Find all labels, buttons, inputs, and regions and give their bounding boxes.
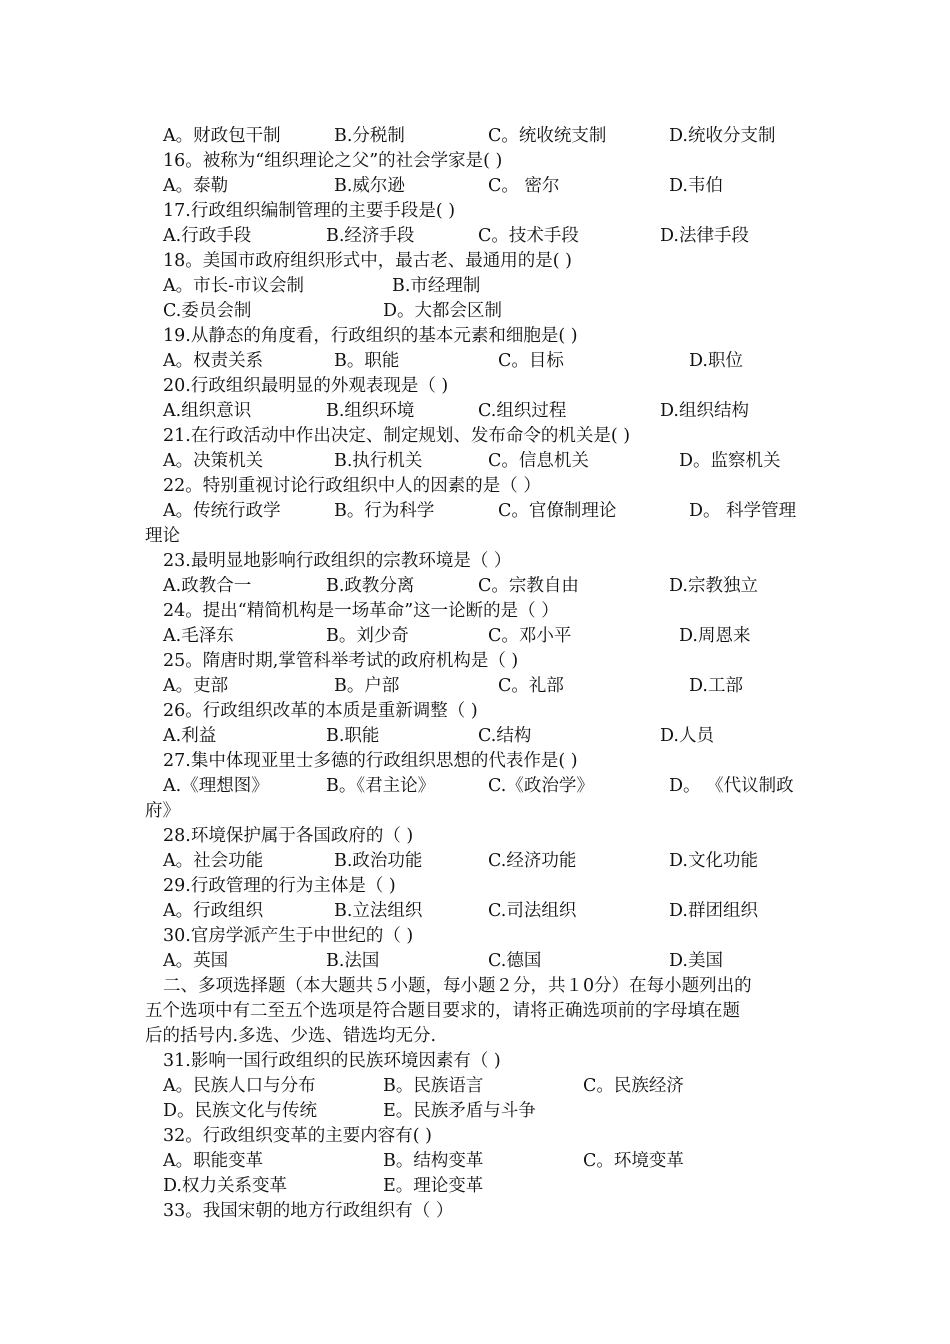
options-row xyxy=(0,399,950,424)
options-row xyxy=(0,449,950,474)
option-text: C.经济功能 xyxy=(488,851,577,871)
question-text: 29.行政管理的行为主体是（ ) xyxy=(163,876,396,896)
text-line xyxy=(0,524,950,549)
option-text: B。《君主论》 xyxy=(326,776,436,796)
text-line xyxy=(0,374,950,399)
option-text: B。户部 xyxy=(334,676,400,696)
option-text: D.韦伯 xyxy=(669,176,723,196)
question-text: 17.行政组织编制管理的主要手段是( ) xyxy=(163,201,456,221)
option-text: C。统收统支制 xyxy=(488,126,607,146)
option-text: D.工部 xyxy=(689,676,743,696)
option-text: B.执行机关 xyxy=(334,451,423,471)
option-text: A。民族人口与分布 xyxy=(163,1076,316,1096)
option-text: C。信息机关 xyxy=(488,451,589,471)
option-text: A.毛泽东 xyxy=(163,626,234,646)
options-row xyxy=(0,774,950,799)
text-line xyxy=(0,424,950,449)
option-text: C.德国 xyxy=(488,951,542,971)
option-text: A。职能变革 xyxy=(163,1151,264,1171)
option-text: A.政教合一 xyxy=(163,576,252,596)
question-text: 24。提出“精简机构是一场革命”这一论断的是（ ） xyxy=(163,601,559,621)
question-text: 五个选项中有二至五个选项是符合题目要求的，请将正确选项前的字母填在题 xyxy=(145,1001,740,1021)
option-text: D.文化功能 xyxy=(669,851,758,871)
text-line xyxy=(0,649,950,674)
question-text: 25。隋唐时期,掌管科举考试的政府机构是（ ) xyxy=(163,651,519,671)
option-text: A。财政包干制 xyxy=(163,126,281,146)
option-text: B。刘少奇 xyxy=(326,626,409,646)
option-text: D.人员 xyxy=(660,726,714,746)
options-row xyxy=(0,349,950,374)
option-text: A。泰勒 xyxy=(163,176,229,196)
option-text: B.组织环境 xyxy=(326,401,415,421)
option-text: B.分税制 xyxy=(334,126,405,146)
option-text: B.立法组织 xyxy=(334,901,423,921)
option-text: B.职能 xyxy=(326,726,380,746)
option-text: C。技术手段 xyxy=(478,226,579,246)
option-text: D.权力关系变革 xyxy=(163,1176,287,1196)
question-text: 32。行政组织变革的主要内容有( ) xyxy=(163,1126,432,1146)
text-line xyxy=(0,999,950,1024)
text-line xyxy=(0,924,950,949)
option-text: B.市经理制 xyxy=(392,276,481,296)
option-text: D.周恩来 xyxy=(679,626,751,646)
options-row xyxy=(0,674,950,699)
option-text: D.美国 xyxy=(669,951,723,971)
text-line xyxy=(0,874,950,899)
text-line xyxy=(0,199,950,224)
options-row xyxy=(0,1149,950,1174)
text-line xyxy=(0,324,950,349)
option-text: A。社会功能 xyxy=(163,851,264,871)
option-text: E。民族矛盾与斗争 xyxy=(383,1101,536,1121)
option-text: C.组织过程 xyxy=(478,401,567,421)
options-row xyxy=(0,274,950,299)
question-text: 18。美国市政府组织形式中，最古老、最通用的是( ) xyxy=(163,251,572,271)
question-text: 二、多项选择题（本大题共５小题，每小题２分，共１0分）在每小题列出的 xyxy=(163,976,752,996)
option-text: B.威尔逊 xyxy=(334,176,405,196)
option-text: A。吏部 xyxy=(163,676,229,696)
option-text: D.法律手段 xyxy=(660,226,749,246)
option-text: D。民族文化与传统 xyxy=(163,1101,318,1121)
option-text: A.利益 xyxy=(163,726,217,746)
option-text: C。目标 xyxy=(498,351,564,371)
question-text: 后的括号内.多选、少选、错选均无分. xyxy=(145,1026,437,1046)
option-text: B。结构变革 xyxy=(383,1151,484,1171)
options-row xyxy=(0,849,950,874)
option-text: B.政教分离 xyxy=(326,576,415,596)
text-line xyxy=(0,549,950,574)
text-line xyxy=(0,824,950,849)
options-row xyxy=(0,224,950,249)
option-text: D。监察机关 xyxy=(679,451,781,471)
question-text: 19.从静态的角度看，行政组织的基本元素和细胞是( ) xyxy=(163,326,578,346)
option-text: C。宗教自由 xyxy=(478,576,579,596)
options-row xyxy=(0,124,950,149)
question-text: 理论 xyxy=(145,526,180,546)
option-text: B.经济手段 xyxy=(326,226,415,246)
text-line xyxy=(0,474,950,499)
option-text: D。 《代议制政 xyxy=(669,776,794,796)
option-text: C。官僚制理论 xyxy=(498,501,617,521)
option-text: D.职位 xyxy=(689,351,743,371)
options-row xyxy=(0,624,950,649)
option-text: A.行政手段 xyxy=(163,226,252,246)
option-text: A。权责关系 xyxy=(163,351,264,371)
question-text: 21.在行政活动中作出决定、制定规划、发布命令的机关是( ) xyxy=(163,426,631,446)
option-text: B。民族语言 xyxy=(383,1076,484,1096)
text-line xyxy=(0,699,950,724)
option-text: D。 科学管理 xyxy=(689,501,797,521)
option-text: D.统收分支制 xyxy=(669,126,776,146)
options-row xyxy=(0,1099,950,1124)
question-text: 30.官房学派产生于中世纪的（ ) xyxy=(163,926,414,946)
options-row xyxy=(0,574,950,599)
options-row xyxy=(0,1074,950,1099)
text-line xyxy=(0,1049,950,1074)
option-text: C。邓小平 xyxy=(488,626,572,646)
option-text: C.《政治学》 xyxy=(488,776,594,796)
question-text: 府》 xyxy=(145,801,180,821)
option-text: C.司法组织 xyxy=(488,901,577,921)
options-row xyxy=(0,174,950,199)
text-line xyxy=(0,1199,950,1224)
question-text: 22。特别重视讨论行政组织中人的因素的是（ ） xyxy=(163,476,541,496)
option-text: D.宗教独立 xyxy=(669,576,758,596)
question-text: 20.行政组织最明显的外观表现是（ ) xyxy=(163,376,449,396)
text-line xyxy=(0,749,950,774)
option-text: B。职能 xyxy=(334,351,400,371)
text-line xyxy=(0,974,950,999)
option-text: A.组织意识 xyxy=(163,401,252,421)
question-text: 28.环境保护属于各国政府的（ ) xyxy=(163,826,414,846)
option-text: B.法国 xyxy=(326,951,380,971)
text-line xyxy=(0,149,950,174)
options-row xyxy=(0,299,950,324)
question-text: 27.集中体现亚里士多德的行政组织思想的代表作是( ) xyxy=(163,751,578,771)
question-text: 33。我国宋朝的地方行政组织有（ ） xyxy=(163,1201,454,1221)
option-text: C.委员会制 xyxy=(163,301,252,321)
option-text: B。行为科学 xyxy=(334,501,435,521)
options-row xyxy=(0,899,950,924)
options-row xyxy=(0,724,950,749)
question-text: 23.最明显地影响行政组织的宗教环境是（ ） xyxy=(163,551,512,571)
option-text: C。 密尔 xyxy=(488,176,560,196)
text-line xyxy=(0,799,950,824)
option-text: D。大都会区制 xyxy=(383,301,503,321)
text-line xyxy=(0,1024,950,1049)
option-text: A。英国 xyxy=(163,951,229,971)
text-line xyxy=(0,1124,950,1149)
option-text: C。民族经济 xyxy=(583,1076,684,1096)
question-text: 31.影响一国行政组织的民族环境因素有（ ) xyxy=(163,1051,501,1071)
option-text: E。理论变革 xyxy=(383,1176,484,1196)
options-row xyxy=(0,1174,950,1199)
options-row xyxy=(0,499,950,524)
option-text: D.群团组织 xyxy=(669,901,758,921)
options-row xyxy=(0,949,950,974)
option-text: C。礼部 xyxy=(498,676,564,696)
option-text: C。环境变革 xyxy=(583,1151,684,1171)
option-text: A。传统行政学 xyxy=(163,501,281,521)
text-line xyxy=(0,599,950,624)
option-text: B.政治功能 xyxy=(334,851,423,871)
option-text: A。行政组织 xyxy=(163,901,264,921)
question-text: 16。被称为“组织理论之父”的社会学家是( ) xyxy=(163,151,503,171)
option-text: A.《理想图》 xyxy=(163,776,269,796)
option-text: C.结构 xyxy=(478,726,532,746)
question-text: 26。行政组织改革的本质是重新调整（ ) xyxy=(163,701,478,721)
option-text: D.组织结构 xyxy=(660,401,749,421)
option-text: A。决策机关 xyxy=(163,451,264,471)
text-line xyxy=(0,249,950,274)
option-text: A。市长-市议会制 xyxy=(163,276,305,296)
